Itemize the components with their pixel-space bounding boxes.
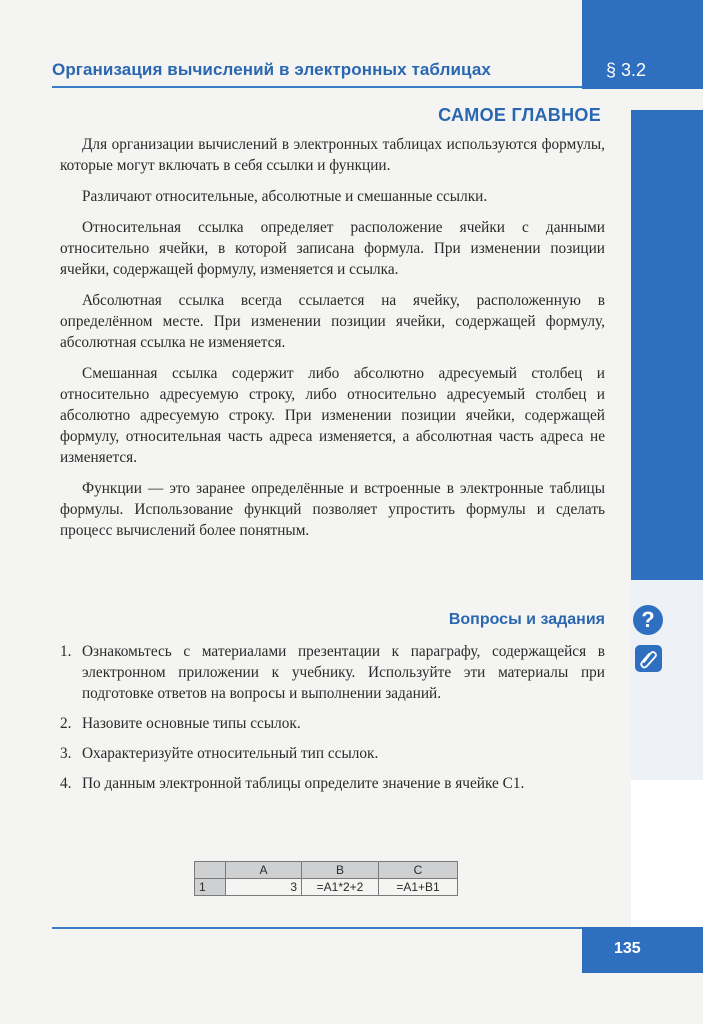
summary-paragraph: Относительная ссылка определяет расположение ячейки с данными относительно ячейки, в которой записана формула. При изменении позиции ячейки, содержащей формулу, изменяется и ссылка. <box>60 219 605 278</box>
summary-paragraph: Различают относительные, абсолютные и смешанные ссылки. <box>82 188 488 205</box>
question-text: Ознакомьтесь с материалами презентации к параграфу, содержащейся в электронном приложении к учебнику. Используйте эти материалы при подготовке ответов на вопросы и выполнении заданий. <box>82 643 605 702</box>
summary-paragraph: Абсолютная ссылка всегда ссылается на ячейку, расположенную в определённом месте. При изменении позиции ячейки, содержащей формулу, абсолютная ссылка не изменяется. <box>60 292 605 351</box>
spreadsheet-header-row <box>195 862 458 879</box>
column-header-a: A <box>226 862 302 879</box>
spreadsheet-row <box>195 879 458 896</box>
question-text: По данным электронной таблицы определите значение в ячейке C1. <box>82 775 525 792</box>
spreadsheet-table <box>194 861 458 896</box>
page-number: 135 <box>614 940 641 957</box>
cell-b1: =A1*2+2 <box>302 879 379 896</box>
paperclip-icon <box>635 645 662 672</box>
summary-heading: САМОЕ ГЛАВНОЕ <box>438 105 601 125</box>
question-icon: ? <box>633 605 663 635</box>
question-item <box>60 641 605 704</box>
column-header-c: C <box>379 862 458 879</box>
chapter-title: Организация вычислений в электронных таблицах <box>52 60 491 79</box>
question-item <box>60 743 605 764</box>
header-divider <box>52 86 582 88</box>
questions-heading: Вопросы и задания <box>448 611 605 628</box>
question-number: 2. <box>60 715 72 732</box>
side-strip-white <box>631 780 703 930</box>
questions-list <box>60 641 605 803</box>
row-header: 1 <box>195 879 226 896</box>
question-text: Охарактеризуйте относительный тип ссылок. <box>82 745 379 762</box>
footer-divider <box>52 927 582 929</box>
question-item <box>60 713 605 734</box>
cell-a1: 3 <box>226 879 302 896</box>
question-number: 1. <box>60 643 72 660</box>
column-header-b: B <box>302 862 379 879</box>
summary-paragraph: Для организации вычислений в электронных таблицах используются формулы, которые могут включать в себя ссылки и функции. <box>60 136 605 174</box>
question-number: 3. <box>60 745 72 762</box>
summary-paragraph: Функции — это заранее определённые и встроенные в электронные таблицы формулы. Использование функций позволяет упростить формулы и сделать процесс вычислений более понятным. <box>60 480 605 539</box>
summary-paragraph: Смешанная ссылка содержит либо абсолютно адресуемый столбец и относительно адресуемую строку, либо относительно адресуемый столбец и абсолютно адресуемую строку. При изменении позиции ячейки, содержащей формулу, относительная часть адреса изменяется, а абсолютная часть адреса не изменяется. <box>60 365 605 466</box>
side-strip <box>631 110 703 580</box>
page-number-box <box>582 927 703 973</box>
section-number: § 3.2 <box>606 60 647 80</box>
question-item <box>60 773 605 794</box>
question-number: 4. <box>60 775 72 792</box>
summary-text <box>60 134 605 551</box>
corner-cell <box>195 862 226 879</box>
cell-c1: =A1+B1 <box>379 879 458 896</box>
question-text: Назовите основные типы ссылок. <box>82 715 301 732</box>
